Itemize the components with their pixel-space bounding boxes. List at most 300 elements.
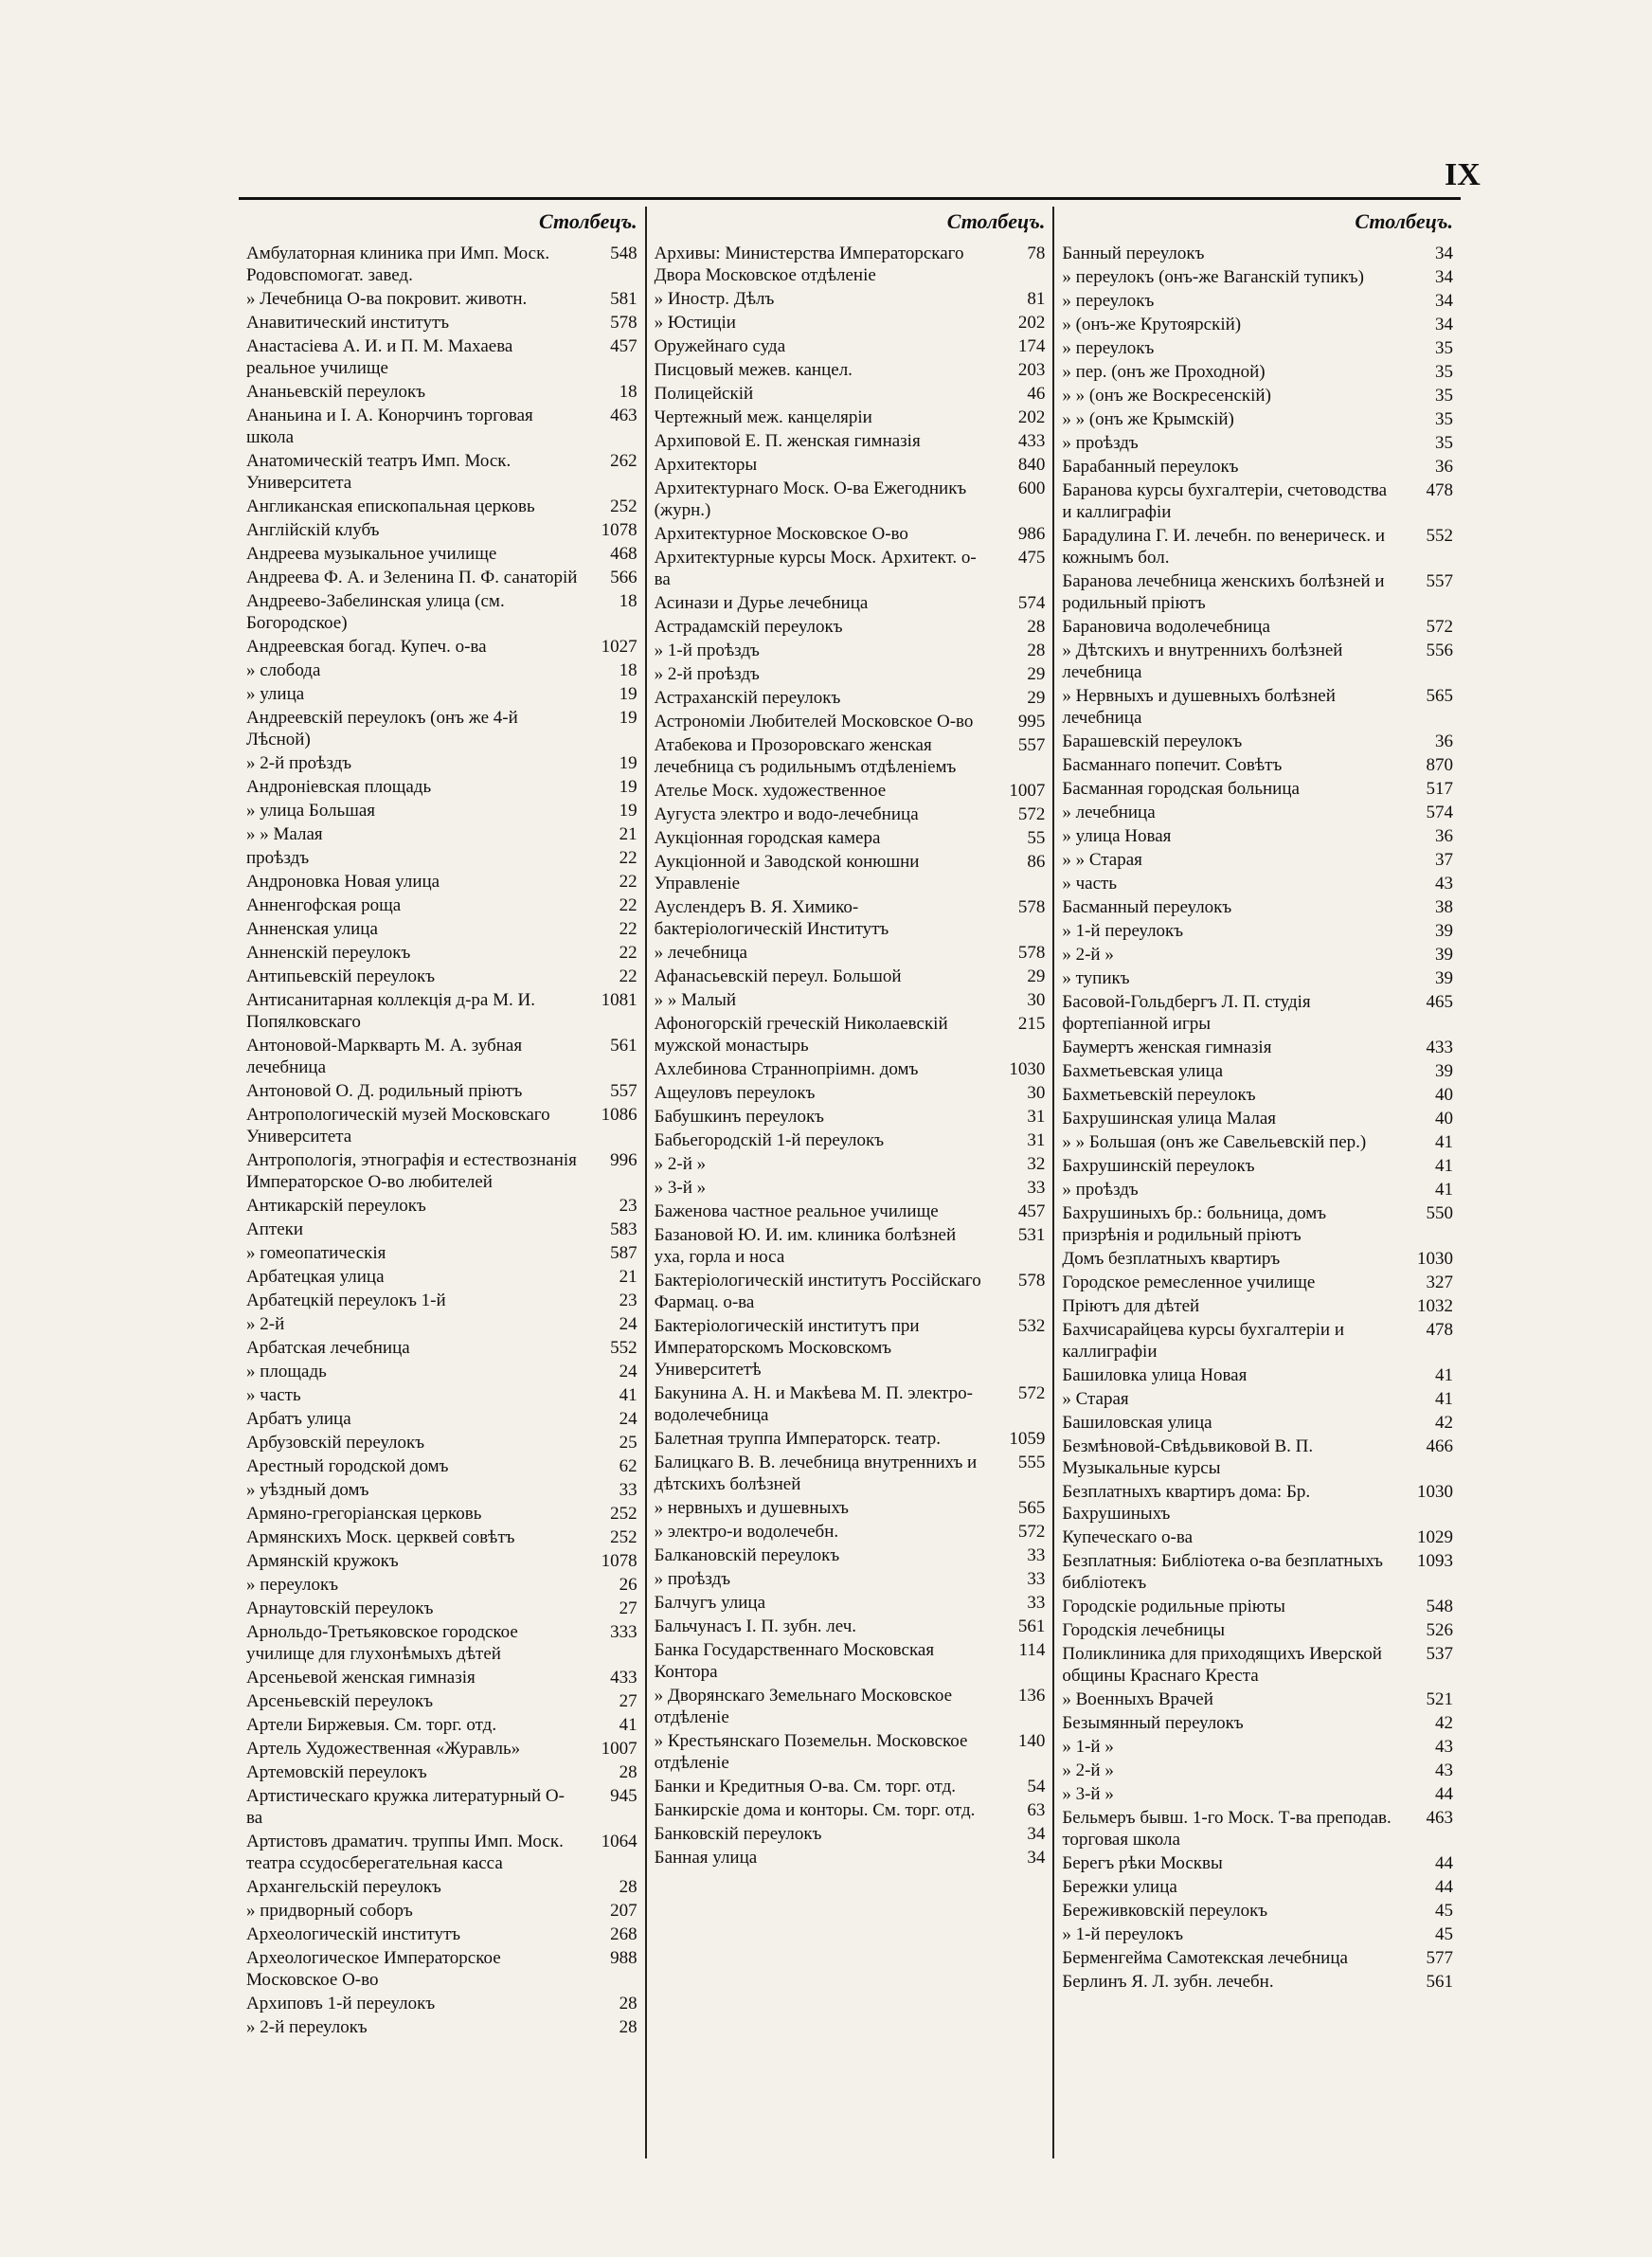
entry-heading: Антисанитарная коллекція д-ра М. И. Попялковскаго xyxy=(246,990,535,1032)
entry-column-ref: 433 xyxy=(610,1668,637,1688)
entry-heading: Арнаутовскій переулокъ xyxy=(246,1598,434,1618)
entry-column-ref: 252 xyxy=(610,1504,637,1524)
index-entry xyxy=(1062,1550,1453,1594)
entry-heading: проѣздъ xyxy=(246,848,310,868)
index-entry xyxy=(655,1058,1046,1080)
entry-heading: Архивы: Министерства Императорскаго Двора Московское отдѣленіе xyxy=(654,244,964,285)
entry-heading: » » Старая xyxy=(1062,850,1142,870)
entry-column-ref: 578 xyxy=(1017,943,1046,963)
entry-heading: » Юстиціи xyxy=(654,313,736,333)
index-entry xyxy=(655,359,1046,381)
index-entry xyxy=(246,918,637,940)
index-entry xyxy=(1062,849,1453,871)
entry-heading: Асинази и Дурье лечебница xyxy=(654,593,869,613)
entry-heading: Анатомическій театръ Имп. Моск. Университета xyxy=(246,451,512,493)
entry-heading: Безплатныя: Библіотека о-ва безплатныхъ библіотекъ xyxy=(1062,1551,1383,1593)
entry-column-ref: 202 xyxy=(1017,407,1046,427)
index-columns xyxy=(239,207,1461,2158)
entry-column-ref: 1078 xyxy=(601,520,637,540)
index-entry xyxy=(246,335,637,379)
entry-heading: Банная улица xyxy=(654,1848,758,1868)
entry-heading: Бабушкинъ переулокъ xyxy=(654,1107,824,1127)
index-entry xyxy=(246,1621,637,1665)
index-entry xyxy=(655,1082,1046,1104)
index-entry xyxy=(1062,1712,1453,1734)
entry-column-ref: 35 xyxy=(1435,409,1454,429)
entry-heading: Ахлебинова Страннопріимн. домъ xyxy=(654,1059,919,1079)
index-entry xyxy=(246,590,637,634)
entry-column-ref: 22 xyxy=(619,895,637,915)
index-entry xyxy=(1062,1060,1453,1082)
entry-heading: » переулокъ (онъ-же Ваганскій тупикъ) xyxy=(1062,267,1364,287)
entry-heading: Бельмеръ бывш. 1-го Моск. Т-ва преподав. торговая школа xyxy=(1062,1808,1392,1850)
entry-heading: Андроновка Новая улица xyxy=(246,872,440,892)
index-entry xyxy=(1062,1783,1453,1805)
index-entry xyxy=(1062,570,1453,614)
index-entry xyxy=(246,1384,637,1406)
entry-column-ref: 41 xyxy=(1435,1156,1454,1176)
entry-column-ref: 478 xyxy=(1426,1320,1454,1340)
entry-column-ref: 25 xyxy=(619,1433,637,1453)
entry-heading: » Лечебница О-ва покровит. животн. xyxy=(246,289,528,309)
entry-column-ref: 39 xyxy=(1435,968,1454,988)
index-entry xyxy=(246,1035,637,1078)
entry-heading: Поликлиника для приходящихъ Иверской общины Краснаго Креста xyxy=(1062,1644,1382,1686)
entry-heading: Бахметьевскій переулокъ xyxy=(1062,1085,1256,1105)
entry-column-ref: 526 xyxy=(1426,1620,1454,1640)
index-entry xyxy=(1062,1202,1453,1246)
entry-heading: Ананьевскій переулокъ xyxy=(246,382,426,402)
index-entry xyxy=(655,1153,1046,1175)
entry-heading: » 2-й переулокъ xyxy=(246,2017,368,2037)
entry-column-ref: 1081 xyxy=(601,990,637,1010)
index-entry xyxy=(1062,1923,1453,1945)
entry-column-ref: 35 xyxy=(1435,386,1454,406)
index-entry xyxy=(246,496,637,517)
index-entry xyxy=(655,1568,1046,1590)
entry-column-ref: 44 xyxy=(1435,1877,1454,1897)
index-entry xyxy=(1062,1295,1453,1317)
page-number: IX xyxy=(1445,157,1481,192)
index-entry xyxy=(246,1714,637,1736)
entry-column-ref: 46 xyxy=(1027,384,1046,404)
index-entry xyxy=(1062,266,1453,288)
entry-heading: Андреева музыкальное училище xyxy=(246,544,497,564)
entry-heading: Атабекова и Прозоровскаго женская лечебница съ родильнымъ отдѣленіемъ xyxy=(654,735,957,777)
entry-heading: Архитекторы xyxy=(654,455,758,475)
entry-heading: Баранова курсы бухгалтеріи, счетоводства и каллиграфіи xyxy=(1062,480,1388,522)
entry-heading: » 2-й » xyxy=(1062,1760,1114,1780)
index-entry xyxy=(246,1993,637,2014)
index-entry xyxy=(246,636,637,658)
entry-column-ref: 24 xyxy=(619,1314,637,1334)
entry-heading: Банный переулокъ xyxy=(1062,244,1205,263)
entry-column-ref: 465 xyxy=(1426,992,1454,1012)
entry-column-ref: 945 xyxy=(610,1786,637,1806)
index-entry xyxy=(1062,1760,1453,1781)
index-entry xyxy=(655,1315,1046,1381)
index-entry xyxy=(1062,1364,1453,1386)
entry-column-ref: 202 xyxy=(1017,313,1046,333)
entry-column-ref: 262 xyxy=(610,451,637,471)
entry-heading: » Старая xyxy=(1062,1389,1129,1409)
entry-heading: Баженова частное реальное училище xyxy=(654,1201,939,1221)
index-entry xyxy=(246,1550,637,1572)
index-entry xyxy=(1062,1084,1453,1106)
index-entry xyxy=(1062,1947,1453,1969)
index-entry xyxy=(655,1592,1046,1614)
entry-column-ref: 1078 xyxy=(601,1551,637,1571)
entry-column-ref: 35 xyxy=(1435,362,1454,382)
index-entry xyxy=(655,1616,1046,1637)
entry-column-ref: 557 xyxy=(1017,735,1046,755)
index-entry xyxy=(1062,1388,1453,1410)
entry-column-ref: 1064 xyxy=(601,1832,637,1851)
entry-column-ref: 578 xyxy=(1017,1271,1046,1291)
entry-column-ref: 23 xyxy=(619,1291,637,1310)
entry-heading: Афоногорскій греческій Николаевскій мужской монастырь xyxy=(654,1014,948,1056)
index-entry xyxy=(1062,1876,1453,1898)
index-entry xyxy=(246,1455,637,1477)
entry-column-ref: 578 xyxy=(610,313,637,333)
entry-column-ref: 557 xyxy=(610,1081,637,1101)
entry-column-ref: 63 xyxy=(1027,1800,1046,1820)
entry-column-ref: 38 xyxy=(1435,897,1454,917)
entry-column-ref: 22 xyxy=(619,848,637,868)
entry-heading: Бабьегородскій 1-й переулокъ xyxy=(654,1130,885,1150)
index-entry xyxy=(1062,802,1453,823)
index-entry xyxy=(655,1428,1046,1450)
entry-column-ref: 39 xyxy=(1435,1061,1454,1081)
entry-column-ref: 41 xyxy=(1435,1389,1454,1409)
index-entry xyxy=(1062,991,1453,1035)
index-entry xyxy=(1062,361,1453,383)
entry-heading: » Иностр. Дѣлъ xyxy=(654,289,775,309)
entry-column-ref: 22 xyxy=(619,872,637,892)
entry-column-ref: 41 xyxy=(1435,1132,1454,1152)
entry-heading: Англиканская епископальная церковь xyxy=(246,497,535,516)
index-entry xyxy=(246,966,637,987)
index-entry xyxy=(246,1526,637,1548)
entry-heading: Баумертъ женская гимназія xyxy=(1062,1038,1272,1057)
entry-heading: Банкирскіе дома и конторы. См. торг. отд. xyxy=(654,1800,976,1820)
index-entry xyxy=(1062,778,1453,800)
entry-heading: » проѣздъ xyxy=(1062,433,1139,453)
entry-column-ref: 577 xyxy=(1426,1948,1454,1968)
entry-heading: Аукціонная городская камера xyxy=(654,828,881,848)
entry-column-ref: 34 xyxy=(1435,267,1454,287)
index-entry xyxy=(655,640,1046,661)
entry-heading: Анненская улица xyxy=(246,919,378,939)
entry-heading: Аукціонной и Заводской конюшни Управленіе xyxy=(654,852,920,894)
entry-column-ref: 19 xyxy=(619,801,637,821)
entry-heading: Антипьевскій переулокъ xyxy=(246,966,436,986)
entry-column-ref: 581 xyxy=(610,289,637,309)
entry-column-ref: 1007 xyxy=(601,1739,637,1759)
entry-heading: Армянскій кружокъ xyxy=(246,1551,399,1571)
index-entry xyxy=(655,312,1046,334)
index-entry xyxy=(246,683,637,705)
entry-column-ref: 45 xyxy=(1435,1924,1454,1944)
entry-column-ref: 468 xyxy=(610,544,637,564)
index-entry xyxy=(1062,525,1453,569)
entry-column-ref: 1086 xyxy=(601,1105,637,1125)
entry-column-ref: 41 xyxy=(619,1715,637,1735)
entry-heading: » уѣздный домъ xyxy=(246,1480,369,1500)
entry-column-ref: 34 xyxy=(1027,1824,1046,1844)
entry-heading: » 3-й » xyxy=(1062,1784,1114,1804)
entry-heading: Бактеріологическій институтъ при Императорскомъ Московскомъ Университетѣ xyxy=(654,1316,920,1380)
entry-heading: Баранова лечебница женскихъ болѣзней и родильный пріютъ xyxy=(1062,571,1385,613)
index-entry xyxy=(1062,1412,1453,1434)
entry-column-ref: 36 xyxy=(1435,826,1454,846)
entry-heading: Барашевскій переулокъ xyxy=(1062,731,1243,751)
index-entry xyxy=(655,687,1046,709)
index-entry xyxy=(246,1785,637,1829)
entry-heading: Бахрушинская улица Малая xyxy=(1062,1109,1277,1128)
index-entry xyxy=(246,1479,637,1501)
entry-heading: Ателье Моск. художественное xyxy=(654,781,887,801)
entry-heading: Артистическаго кружка литературный О-ва xyxy=(246,1786,565,1828)
index-entry xyxy=(1062,1272,1453,1293)
entry-heading: » 1-й » xyxy=(1062,1737,1114,1757)
entry-heading: Анненгофская роща xyxy=(246,895,402,915)
index-entry xyxy=(1062,479,1453,523)
entry-heading: Архиповъ 1-й переулокъ xyxy=(246,1994,436,2013)
entry-column-ref: 561 xyxy=(1426,1972,1454,1992)
entry-column-ref: 561 xyxy=(1017,1616,1046,1636)
entry-heading: Банки и Кредитныя О-ва. См. торг. отд. xyxy=(654,1777,956,1797)
index-entry xyxy=(655,1177,1046,1199)
index-entry xyxy=(246,1947,637,1991)
index-entry xyxy=(655,780,1046,802)
entry-heading: » часть xyxy=(1062,874,1117,894)
entry-column-ref: 18 xyxy=(619,591,637,611)
entry-column-ref: 31 xyxy=(1027,1107,1046,1127)
entry-column-ref: 552 xyxy=(610,1338,637,1358)
index-entry xyxy=(246,752,637,774)
entry-heading: Бакунина А. Н. и Макѣева М. П. электро-водолечебница xyxy=(654,1383,973,1425)
index-entry xyxy=(1062,408,1453,430)
entry-heading: Бахрушинскій переулокъ xyxy=(1062,1156,1255,1176)
index-entry xyxy=(246,1408,637,1430)
entry-column-ref: 114 xyxy=(1018,1640,1046,1660)
entry-column-ref: 600 xyxy=(1017,478,1046,498)
entry-column-ref: 34 xyxy=(1435,244,1454,263)
entry-heading: Бахчисарайцева курсы бухгалтеріи и каллиграфіи xyxy=(1062,1320,1344,1362)
entry-heading: Оружейнаго суда xyxy=(654,336,786,356)
index-entry xyxy=(655,288,1046,310)
index-entry xyxy=(1062,873,1453,894)
entry-heading: Антропологія, этнографія и естествознанія Императорское О-во любителей xyxy=(246,1150,577,1192)
entry-heading: Арбузовскій переулокъ xyxy=(246,1433,425,1453)
entry-heading: Арбатская лечебница xyxy=(246,1338,410,1358)
entry-heading: » 1-й переулокъ xyxy=(1062,921,1184,941)
index-entry xyxy=(1062,1481,1453,1525)
entry-heading: » придворный соборъ xyxy=(246,1901,413,1921)
entry-heading: Андреевскій переулокъ (онъ же 4-й Лѣсной) xyxy=(246,708,518,749)
entry-heading: » проѣздъ xyxy=(1062,1180,1139,1200)
entry-column-ref: 33 xyxy=(619,1480,637,1500)
entry-heading: Басовой-Гольдбергъ Л. П. студія фортепіанной игры xyxy=(1062,992,1311,1034)
entry-column-ref: 870 xyxy=(1426,755,1454,775)
entry-heading: Банковскій переулокъ xyxy=(654,1824,822,1844)
entry-heading: » Нервныхъ и душевныхъ болѣзней лечебница xyxy=(1062,686,1336,728)
index-entry xyxy=(246,1667,637,1688)
index-entry xyxy=(1062,1736,1453,1758)
entry-heading: » Дѣтскихъ и внутреннихъ болѣзней лечебница xyxy=(1062,641,1343,682)
entry-heading: » » Большая (онъ же Савельевскій пер.) xyxy=(1062,1132,1367,1152)
entry-column-ref: 1093 xyxy=(1417,1551,1454,1571)
index-entry xyxy=(246,2016,637,2038)
entry-heading: Анавитический институтъ xyxy=(246,313,450,333)
entry-heading: Бережки улица xyxy=(1062,1877,1177,1897)
entry-column-ref: 466 xyxy=(1426,1436,1454,1456)
index-entry xyxy=(1062,685,1453,729)
entry-heading: Арбатецкая улица xyxy=(246,1267,385,1287)
index-entry xyxy=(1062,456,1453,478)
entry-heading: Домъ безплатныхъ квартиръ xyxy=(1062,1249,1281,1269)
index-entry xyxy=(1062,1155,1453,1177)
entry-heading: Бактеріологическій институтъ Россійскаго Фармац. о-ва xyxy=(654,1271,981,1312)
entry-column-ref: 33 xyxy=(1027,1545,1046,1565)
entry-heading: Антоновой О. Д. родильный пріютъ xyxy=(246,1081,523,1101)
entry-column-ref: 19 xyxy=(619,753,637,773)
entry-column-ref: 578 xyxy=(1017,897,1046,917)
entry-column-ref: 537 xyxy=(1426,1644,1454,1664)
entry-heading: Купеческаго о-ва xyxy=(1062,1527,1194,1547)
entry-heading: Астрадамскій переулокъ xyxy=(654,617,843,637)
entry-column-ref: 268 xyxy=(610,1924,637,1944)
entry-heading: » гомеопатическія xyxy=(246,1243,386,1263)
entry-heading: » лечебница xyxy=(1062,803,1156,822)
index-column-2 xyxy=(647,207,1055,2158)
entry-column-ref: 557 xyxy=(1426,571,1454,591)
entry-heading: » 2-й » xyxy=(1062,945,1114,965)
entry-column-ref: 457 xyxy=(610,336,637,356)
entry-heading: Городское ремесленное училище xyxy=(1062,1273,1316,1292)
entry-heading: » Военныхъ Врачей xyxy=(1062,1689,1213,1709)
index-entry xyxy=(1062,1852,1453,1874)
index-entry xyxy=(655,1521,1046,1543)
index-entry xyxy=(1062,432,1453,454)
entry-column-ref: 41 xyxy=(1435,1365,1454,1385)
entry-column-ref: 1032 xyxy=(1417,1296,1454,1316)
entry-heading: Башиловка улица Новая xyxy=(1062,1365,1248,1385)
index-entry xyxy=(655,454,1046,476)
entry-column-ref: 34 xyxy=(1435,315,1454,334)
entry-heading: Балкановскій переулокъ xyxy=(654,1545,840,1565)
entry-heading: Барановича водолечебница xyxy=(1062,617,1270,637)
entry-column-ref: 21 xyxy=(619,1267,637,1287)
entry-heading: » площадь xyxy=(246,1362,327,1381)
entry-column-ref: 521 xyxy=(1426,1689,1454,1709)
index-entry xyxy=(655,1497,1046,1519)
entry-heading: » 2-й проѣздъ xyxy=(246,753,352,773)
entry-heading: Антропологическій музей Московскаго Университета xyxy=(246,1105,550,1147)
entry-heading: Аптеки xyxy=(246,1219,304,1239)
entry-heading: Артели Биржевыя. См. торг. отд. xyxy=(246,1715,497,1735)
entry-column-ref: 40 xyxy=(1435,1085,1454,1105)
entry-heading: » » Малый xyxy=(654,990,737,1010)
entry-column-ref: 37 xyxy=(1435,850,1454,870)
index-entry xyxy=(246,312,637,334)
index-entry xyxy=(655,803,1046,825)
entry-heading: Бальчунасъ I. П. зубн. леч. xyxy=(654,1616,857,1636)
entry-column-ref: 531 xyxy=(1017,1225,1046,1245)
index-entry xyxy=(246,519,637,541)
entry-heading: Берлинъ Я. Л. зубн. лечебн. xyxy=(1062,1972,1274,1992)
index-entry xyxy=(246,942,637,964)
entry-column-ref: 566 xyxy=(610,568,637,587)
entry-column-ref: 44 xyxy=(1435,1784,1454,1804)
index-entry xyxy=(246,1313,637,1335)
index-entry xyxy=(655,1685,1046,1728)
entry-column-ref: 26 xyxy=(619,1575,637,1595)
index-entry xyxy=(246,1290,637,1311)
entry-heading: Андреевская богад. Купеч. о-ва xyxy=(246,637,487,657)
index-entry xyxy=(1062,1688,1453,1710)
entry-column-ref: 1027 xyxy=(601,637,637,657)
index-entry xyxy=(246,1690,637,1712)
entry-heading: Архитектурные курсы Моск. Архитект. о-ва xyxy=(654,548,977,589)
entry-heading: Арсеньевой женская гимназія xyxy=(246,1668,476,1688)
entry-column-ref: 517 xyxy=(1426,779,1454,799)
entry-heading: » улица xyxy=(246,684,305,704)
entry-column-ref: 475 xyxy=(1017,548,1046,568)
entry-column-ref: 22 xyxy=(619,966,637,986)
entry-heading: » 2-й » xyxy=(654,1154,707,1174)
index-entry xyxy=(246,1219,637,1240)
index-entry xyxy=(655,1013,1046,1056)
entry-column-ref: 478 xyxy=(1426,480,1454,500)
entry-column-ref: 18 xyxy=(619,382,637,402)
entry-heading: Арнольдо-Третьяковское городское училище для глухонѣмыхъ дѣтей xyxy=(246,1622,518,1664)
index-entry xyxy=(655,1224,1046,1268)
entry-heading: Антикарскій переулокъ xyxy=(246,1196,426,1216)
index-entry xyxy=(1062,1807,1453,1851)
index-entry xyxy=(1062,1131,1453,1153)
entry-heading: Артистовъ драматич. труппы Имп. Моск. театра ссудосберегательная касса xyxy=(246,1832,564,1873)
index-column-3 xyxy=(1054,207,1461,2158)
entry-heading: » часть xyxy=(246,1385,301,1405)
entry-heading: » 3-й » xyxy=(654,1178,707,1198)
index-entry xyxy=(246,1337,637,1359)
entry-column-ref: 29 xyxy=(1027,664,1046,684)
index-entry xyxy=(246,847,637,869)
entry-column-ref: 28 xyxy=(1027,641,1046,660)
entry-column-ref: 252 xyxy=(610,497,637,516)
index-entry xyxy=(1062,967,1453,989)
index-entry xyxy=(246,1761,637,1783)
entry-heading: » переулокъ xyxy=(1062,291,1155,311)
entry-heading: Арсеньевскій переулокъ xyxy=(246,1691,434,1711)
index-entry xyxy=(1062,337,1453,359)
entry-heading: Англійскій клубъ xyxy=(246,520,380,540)
index-entry xyxy=(655,942,1046,964)
entry-column-ref: 574 xyxy=(1426,803,1454,822)
index-entry xyxy=(246,1432,637,1454)
entry-column-ref: 36 xyxy=(1435,731,1454,751)
entry-column-ref: 550 xyxy=(1426,1203,1454,1223)
index-entry xyxy=(655,827,1046,849)
entry-heading: Архитектурнаго Моск. О-ва Ежегодникъ (журн.) xyxy=(654,478,967,520)
index-entry xyxy=(246,1876,637,1898)
entry-column-ref: 54 xyxy=(1027,1777,1046,1797)
entry-column-ref: 62 xyxy=(619,1456,637,1476)
index-entry xyxy=(1062,731,1453,752)
entry-heading: Балицкаго В. В. лечебница внутреннихъ и дѣтскихъ болѣзней xyxy=(654,1453,978,1494)
